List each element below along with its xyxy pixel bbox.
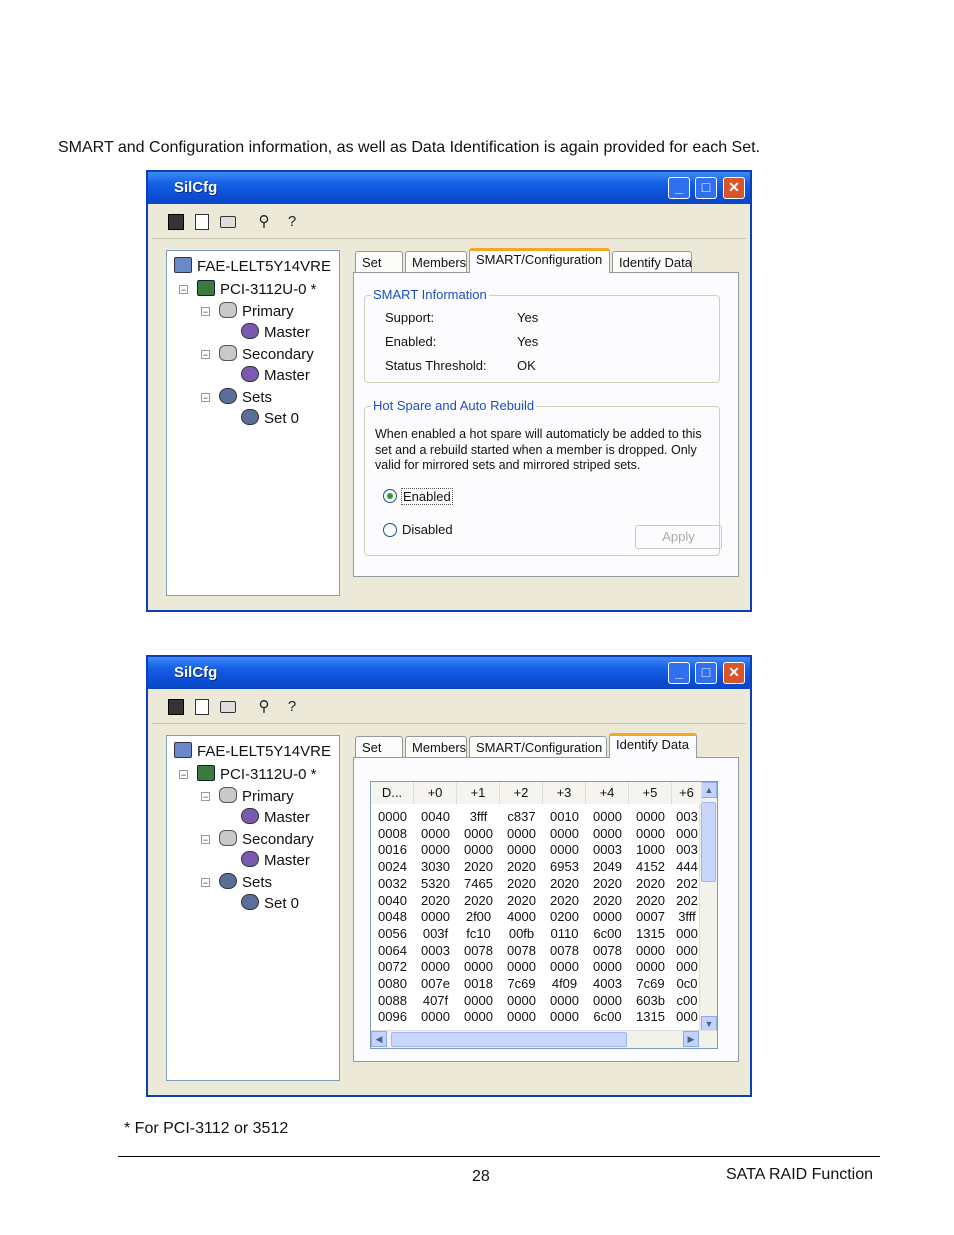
- grid-cell: 0000: [421, 825, 450, 841]
- grid-cell: 000: [676, 959, 698, 975]
- tree-node-sets[interactable]: [219, 388, 272, 407]
- grid-cell: 0000: [636, 809, 665, 824]
- tree-label: Sets: [242, 874, 273, 891]
- grid-cell: 0018: [464, 976, 493, 991]
- tree-node-secondary[interactable]: [219, 345, 314, 364]
- footer-rule: [118, 1156, 880, 1157]
- tree-node-primary-master[interactable]: [241, 323, 310, 342]
- tree-label: Sets: [242, 389, 273, 406]
- smart-info-group: [364, 287, 720, 383]
- grid-cell: 0000: [464, 825, 493, 841]
- enabled-radio[interactable]: [383, 489, 397, 503]
- grid-cell: 0078: [464, 942, 493, 958]
- device-tree: [166, 735, 340, 1081]
- grid-cell: 4152: [636, 859, 665, 875]
- tree-node-secondary-master[interactable]: [241, 851, 310, 870]
- window-title: SilCfg: [174, 179, 218, 196]
- set-icon: [241, 409, 259, 425]
- save-icon[interactable]: [166, 697, 186, 717]
- controller-card-icon: [197, 765, 215, 781]
- channel-icon: [219, 345, 237, 361]
- grid-cell: 0000: [421, 1009, 450, 1025]
- title-bar: [148, 172, 750, 204]
- enabled-radio-label[interactable]: Enabled: [403, 489, 451, 504]
- tab-set[interactable]: Set: [355, 736, 403, 758]
- grid-cell: 2020: [550, 892, 579, 908]
- drive-device-icon: [241, 851, 259, 867]
- collapse-toggle[interactable]: −: [202, 393, 209, 403]
- grid-cell: 2020: [507, 875, 536, 891]
- threshold-value: OK: [517, 358, 536, 373]
- copy-icon[interactable]: [192, 212, 212, 232]
- grid-cell: 2020: [636, 892, 665, 908]
- grid-cell: 0003: [421, 942, 450, 958]
- tab-set[interactable]: Set: [355, 251, 403, 273]
- grid-cell: 0040: [378, 892, 407, 908]
- tab-identify-data[interactable]: Identify Data: [612, 251, 692, 273]
- grid-cell: 003: [676, 842, 698, 858]
- grid-cell: 2020: [593, 892, 622, 908]
- horizontal-scrollbar[interactable]: [371, 1030, 717, 1048]
- grid-cell: 0000: [464, 992, 493, 1008]
- smart-config-panel: [353, 272, 739, 577]
- grid-cell: 4f09: [551, 976, 578, 991]
- scroll-down-button[interactable]: ▼: [701, 1016, 717, 1032]
- grid-cell: 2020: [636, 875, 665, 891]
- set-icon: [241, 894, 259, 910]
- vertical-scroll-thumb[interactable]: [701, 802, 716, 882]
- window-title: SilCfg: [174, 664, 218, 681]
- section-title: SATA RAID Function: [726, 1166, 874, 1183]
- grid-cell: fc10: [466, 925, 491, 941]
- grid-cell: 0007: [636, 909, 665, 925]
- collapse-toggle[interactable]: −: [180, 285, 187, 295]
- page-number: 28: [472, 1168, 490, 1185]
- grid-cell: 2020: [464, 859, 493, 875]
- tree-label: Master: [264, 324, 310, 341]
- group-title: SMART Information: [373, 287, 487, 302]
- tree-label: Secondary: [242, 831, 314, 848]
- grid-cell: 0078: [507, 942, 536, 958]
- grid-cell: 0000: [593, 959, 622, 975]
- tree-node-controller[interactable]: [197, 280, 316, 299]
- grid-cell: 0000: [593, 809, 622, 824]
- radio-selected-dot: [387, 493, 393, 499]
- grid-cell: 0064: [378, 942, 407, 958]
- grid-cell: 6953: [550, 859, 579, 875]
- grid-cell: 0000: [507, 959, 536, 975]
- grid-cell: 0000: [421, 959, 450, 975]
- grid-cell: 2020: [507, 859, 536, 875]
- grid-cell: 0000: [593, 992, 622, 1008]
- grid-header-cell[interactable]: +0: [414, 782, 457, 804]
- grid-cell: 00fb: [508, 925, 535, 941]
- grid-cell: 2020: [421, 892, 450, 908]
- grid-header-cell[interactable]: D...: [371, 782, 414, 804]
- grid-cell: 0000: [378, 809, 407, 824]
- grid-cell: 0078: [550, 942, 579, 958]
- tree-node-host[interactable]: [174, 257, 331, 276]
- grid-cell: 0000: [464, 959, 493, 975]
- grid-cell: 1315: [636, 1009, 665, 1025]
- grid-header-cell[interactable]: +1: [457, 782, 500, 804]
- grid-cell: 0000: [507, 992, 536, 1008]
- toolbar: [152, 691, 746, 724]
- drive-device-icon: [241, 808, 259, 824]
- grid-cell: 1315: [636, 925, 665, 941]
- find-icon[interactable]: ⚲: [258, 698, 270, 715]
- grid-cell: 003f: [422, 925, 449, 941]
- drive-icon[interactable]: [218, 212, 238, 232]
- maximize-button[interactable]: □: [695, 662, 717, 684]
- collapse-toggle[interactable]: −: [180, 770, 187, 780]
- grid-cell: 0080: [378, 976, 407, 991]
- grid-header-cell[interactable]: +2: [500, 782, 543, 804]
- grid-cell: 5320: [421, 875, 450, 891]
- channel-icon: [219, 787, 237, 803]
- grid-cell: 0000: [593, 825, 622, 841]
- grid-header-cell[interactable]: +6: [672, 782, 702, 804]
- grid-cell: 0000: [550, 959, 579, 975]
- tree-node-controller[interactable]: [197, 765, 316, 784]
- tab-smart-configuration[interactable]: SMART/Configuration: [469, 248, 610, 273]
- grid-cell: 0056: [378, 925, 407, 941]
- enabled-label: Enabled:: [385, 334, 437, 349]
- grid-cell: 0000: [593, 909, 622, 925]
- grid-cell: 1000: [636, 842, 665, 858]
- grid-cell: 0110: [550, 925, 579, 941]
- vertical-scrollbar[interactable]: [699, 782, 717, 1032]
- tree-node-primary[interactable]: [219, 302, 294, 321]
- save-icon[interactable]: [166, 212, 186, 232]
- grid-cell: 0024: [378, 859, 407, 875]
- grid-cell: 3030: [421, 859, 450, 875]
- tree-node-set0[interactable]: [241, 409, 299, 428]
- channel-icon: [219, 302, 237, 318]
- scroll-up-button[interactable]: ▲: [701, 782, 717, 798]
- sets-icon: [219, 388, 237, 404]
- scroll-right-button[interactable]: ▶: [683, 1031, 699, 1047]
- grid-cell: 2020: [507, 892, 536, 908]
- tree-label: FAE-LELT5Y14VRE: [197, 258, 331, 275]
- tree-label: FAE-LELT5Y14VRE: [197, 743, 331, 760]
- grid-cell: 0200: [550, 909, 579, 925]
- hot-spare-group: [364, 398, 720, 556]
- title-bar: [148, 657, 750, 689]
- drive-icon[interactable]: [218, 697, 238, 717]
- footnote: * For PCI-3112 or 3512: [124, 1120, 289, 1137]
- grid-cell: 000: [676, 1009, 698, 1025]
- drive-device-icon: [241, 366, 259, 382]
- close-button[interactable]: ✕: [723, 177, 745, 199]
- tree-label: Master: [264, 852, 310, 869]
- maximize-button[interactable]: □: [695, 177, 717, 199]
- grid-cell: 000: [676, 942, 698, 958]
- grid-cell: 0032: [378, 875, 407, 891]
- grid-cell: 603b: [636, 992, 665, 1008]
- tree-node-sets[interactable]: [219, 873, 272, 892]
- silcfg-window-smart: [146, 170, 752, 612]
- grid-cell: 003: [676, 809, 698, 824]
- grid-cell: 0000: [464, 1009, 493, 1025]
- channel-icon: [219, 830, 237, 846]
- tree-node-primary-master[interactable]: [241, 808, 310, 827]
- grid-cell: 0078: [593, 942, 622, 958]
- tree-label: Master: [264, 809, 310, 826]
- toolbar: [152, 206, 746, 239]
- controller-card-icon: [197, 280, 215, 296]
- enabled-value: Yes: [517, 334, 539, 349]
- collapse-toggle[interactable]: −: [202, 835, 209, 845]
- tree-label: PCI-3112U-0 *: [220, 281, 317, 298]
- identify-data-grid[interactable]: [370, 781, 718, 1049]
- grid-cell: 0072: [378, 959, 407, 975]
- grid-cell: 2020: [550, 875, 579, 891]
- tree-node-host[interactable]: [174, 742, 331, 761]
- sets-icon: [219, 873, 237, 889]
- grid-cell: 4003: [593, 976, 622, 991]
- support-label: Support:: [385, 310, 435, 325]
- help-icon[interactable]: ?: [287, 213, 297, 230]
- grid-cell: 0000: [636, 959, 665, 975]
- minimize-button[interactable]: _: [668, 177, 690, 199]
- grid-cell: 0040: [421, 809, 450, 824]
- grid-cell: 000: [676, 925, 698, 941]
- hot-spare-description: When enabled a hot spare will automaticly be added to this set and a rebuild started when a member is dropped. Only valid for mirrored sets and mirrored striped sets.: [375, 427, 702, 472]
- grid-cell: 7c69: [636, 976, 665, 991]
- grid-cell: 0000: [636, 942, 665, 958]
- identify-data-panel: [353, 757, 739, 1062]
- grid-cell: 7c69: [507, 976, 536, 991]
- tree-label: Primary: [242, 788, 294, 805]
- copy-icon[interactable]: [192, 697, 212, 717]
- drive-device-icon: [241, 323, 259, 339]
- grid-cell: 0000: [550, 825, 579, 841]
- grid-cell: 0008: [378, 825, 407, 841]
- tree-node-primary[interactable]: [219, 787, 294, 806]
- minimize-button[interactable]: _: [668, 662, 690, 684]
- tree-node-secondary-master[interactable]: [241, 366, 310, 385]
- grid-cell: 0000: [636, 825, 665, 841]
- grid-cell: 0000: [464, 842, 493, 858]
- grid-cell: 0000: [550, 992, 579, 1008]
- collapse-toggle[interactable]: −: [202, 307, 209, 317]
- grid-cell: 3fff: [678, 909, 696, 925]
- grid-cell: 0c0: [676, 976, 698, 991]
- grid-header-cell[interactable]: +4: [586, 782, 629, 804]
- tab-members[interactable]: Members: [405, 251, 467, 273]
- support-value: Yes: [517, 310, 539, 325]
- grid-cell: 6c00: [593, 1009, 622, 1025]
- computer-icon: [174, 257, 192, 273]
- grid-cell: 3fff: [469, 809, 488, 824]
- disabled-radio-label[interactable]: Disabled: [402, 522, 453, 537]
- tree-label: PCI-3112U-0 *: [220, 766, 317, 783]
- collapse-toggle[interactable]: −: [202, 878, 209, 888]
- tree-label: Secondary: [242, 346, 314, 363]
- collapse-toggle[interactable]: −: [202, 350, 209, 360]
- grid-cell: 0010: [550, 809, 579, 824]
- tree-label: Set 0: [264, 895, 300, 912]
- tab-members[interactable]: Members: [405, 736, 467, 758]
- apply-button[interactable]: Apply: [635, 525, 722, 549]
- grid-cell: 0048: [378, 909, 407, 925]
- scroll-left-button[interactable]: ◀: [371, 1031, 387, 1047]
- find-icon[interactable]: ⚲: [258, 213, 270, 230]
- tree-node-set0[interactable]: [241, 894, 299, 913]
- tree-node-secondary[interactable]: [219, 830, 314, 849]
- computer-icon: [174, 742, 192, 758]
- grid-cell: 0088: [378, 992, 407, 1008]
- tree-label: Primary: [242, 303, 294, 320]
- grid-cell: 007e: [421, 976, 450, 991]
- tree-label: Set 0: [264, 410, 300, 427]
- close-button[interactable]: ✕: [723, 662, 745, 684]
- silcfg-window-identify: [146, 655, 752, 1097]
- grid-cell: 407f: [422, 992, 449, 1008]
- tab-smart-configuration[interactable]: SMART/Configuration: [469, 736, 607, 758]
- grid-cell: 0096: [378, 1009, 407, 1025]
- tab-identify-data[interactable]: Identify Data: [609, 733, 697, 758]
- tree-label: Master: [264, 367, 310, 384]
- intro-text: SMART and Configuration information, as well as Data Identification is again provided for each Set.: [58, 139, 761, 156]
- grid-cell: 2f00: [465, 909, 492, 925]
- grid-cell: 2020: [593, 875, 622, 891]
- grid-cell: 0003: [593, 842, 622, 858]
- grid-cell: 202: [676, 892, 698, 908]
- grid-cell: 0000: [421, 909, 450, 925]
- grid-cell: 0000: [550, 1009, 579, 1025]
- help-icon[interactable]: ?: [287, 698, 297, 715]
- grid-header-cell[interactable]: +3: [543, 782, 586, 804]
- grid-cell: 2049: [593, 859, 622, 875]
- collapse-toggle[interactable]: −: [202, 792, 209, 802]
- grid-cell: 0000: [421, 842, 450, 858]
- grid-cell: 0000: [507, 1009, 536, 1025]
- threshold-label: Status Threshold:: [385, 358, 487, 373]
- grid-cell: 000: [676, 825, 698, 841]
- grid-header-cell[interactable]: +5: [629, 782, 672, 804]
- grid-cell: 2020: [464, 892, 493, 908]
- grid-cell: 202: [676, 875, 698, 891]
- disabled-radio[interactable]: [383, 523, 397, 537]
- grid-cell: c00: [676, 992, 698, 1008]
- horizontal-scroll-thumb[interactable]: [391, 1032, 627, 1047]
- grid-cell: 4000: [507, 909, 536, 925]
- grid-cell: 6c00: [593, 925, 622, 941]
- grid-cell: 0000: [507, 842, 536, 858]
- group-title: Hot Spare and Auto Rebuild: [373, 398, 535, 413]
- grid-cell: 0016: [378, 842, 407, 858]
- device-tree: [166, 250, 340, 596]
- grid-cell: 444: [676, 859, 698, 875]
- grid-cell: c837: [507, 809, 536, 824]
- grid-cell: 0000: [507, 825, 536, 841]
- grid-cell: 0000: [550, 842, 579, 858]
- grid-cell: 7465: [464, 875, 493, 891]
